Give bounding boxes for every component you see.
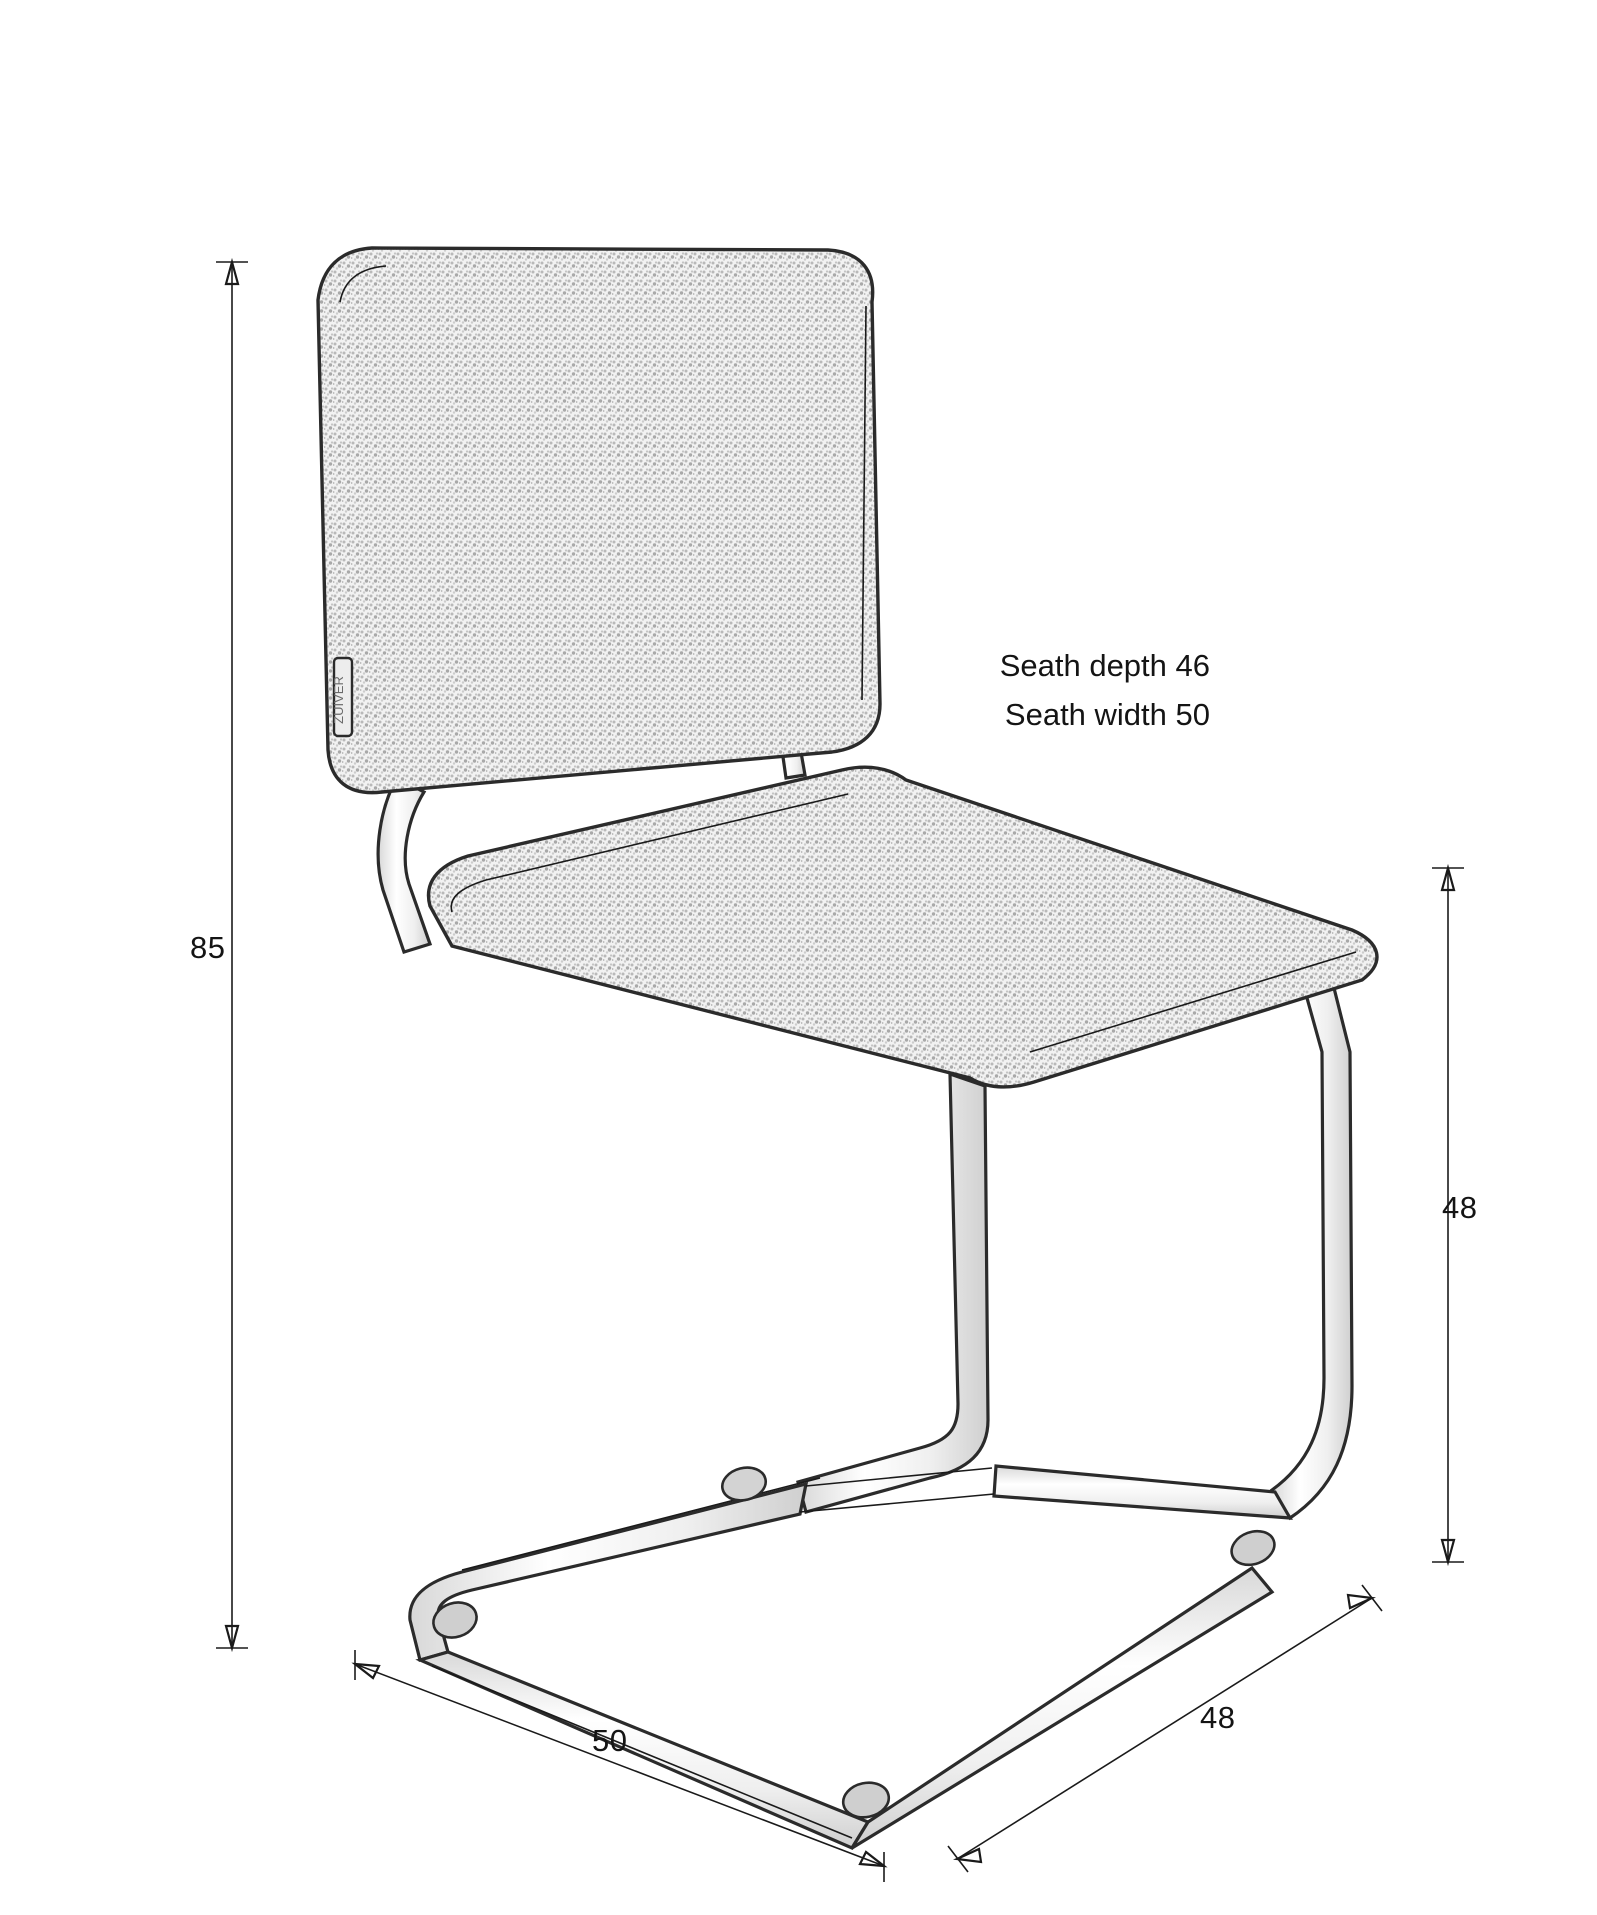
brand-tag xyxy=(331,658,352,736)
dimension-label-seat-height: 48 xyxy=(1442,1190,1478,1225)
dimension-label-total-height: 85 xyxy=(190,930,226,965)
backrest-cushion xyxy=(318,248,880,793)
dimension-label-total-width: 50 xyxy=(592,1723,628,1758)
seat-cushion xyxy=(429,767,1377,1087)
dimension-label-total-depth: 48 xyxy=(1200,1700,1236,1735)
dimension-line-total-width xyxy=(355,1650,884,1882)
seat-width-annotation: Seath width 50 xyxy=(1004,697,1210,732)
svg-text:ZUIVER: ZUIVER xyxy=(331,676,346,724)
seat-depth-annotation: Seath depth 46 xyxy=(999,648,1210,683)
